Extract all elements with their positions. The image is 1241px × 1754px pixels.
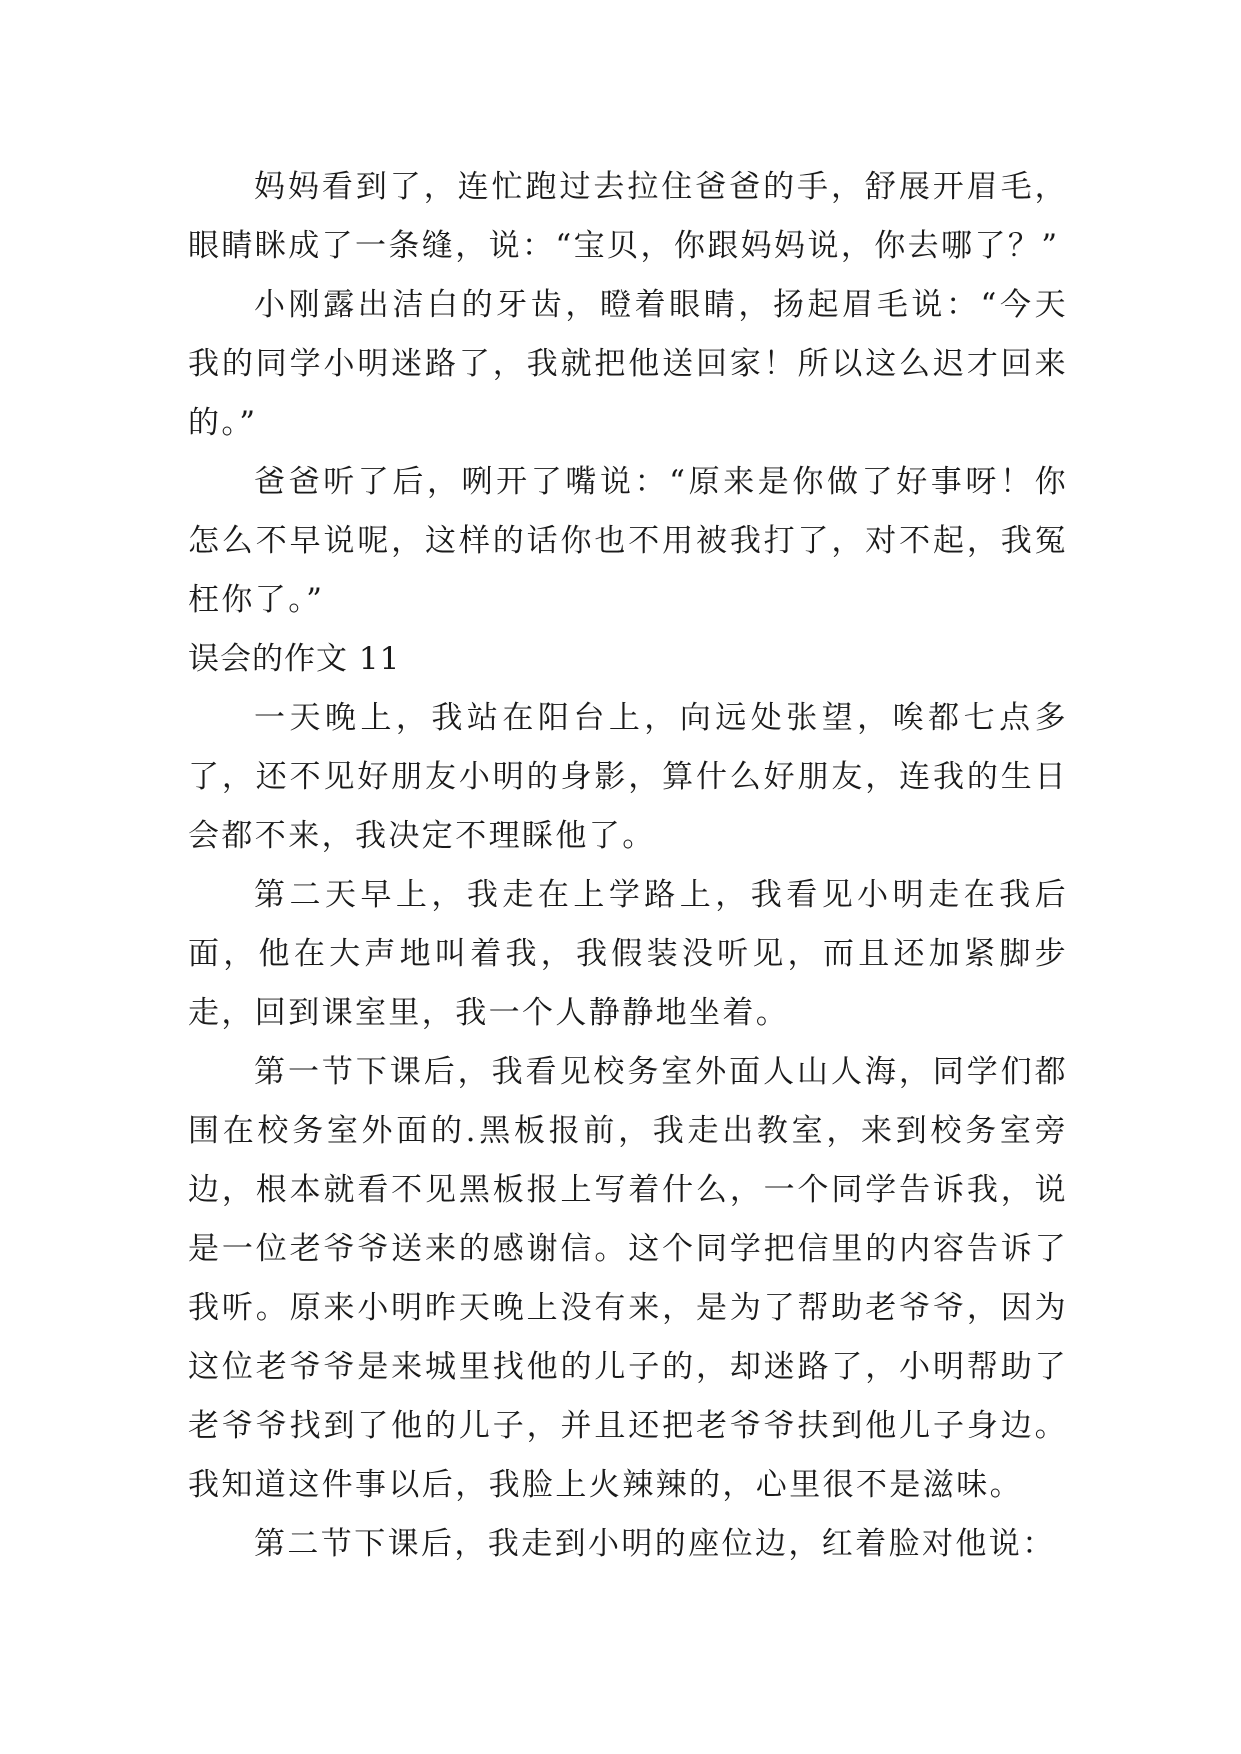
paragraph: 第二天早上，我走在上学路上，我看见小明走在我后面，他在大声地叫着我，我假装没听见，而且还加紧脚步走，回到课室里，我一个人静静地坐着。 xyxy=(188,877,1068,1031)
paragraph: 小刚露出洁白的牙齿，瞪着眼睛，扬起眉毛说：“今天我的同学小明迷路了，我就把他送回家！所以这么迟才回来的。” xyxy=(188,287,1068,441)
paragraph: 第一节下课后，我看见校务室外面人山人海，同学们都围在校务室外面的.黑板报前，我走出教室，来到校务室旁边，根本就看不见黑板报上写着什么，一个同学告诉我，说是一位老爷爷送来的感谢信。这个同学把信里的内容告诉了我听。原来小明昨天晚上没有来，是为了帮助老爷爷，因为这位老爷爷是来城里找他的儿子的，却迷路了，小明帮助了老爷爷找到了他的儿子，并且还把老爷爷扶到他儿子身边。我知道这件事以后，我脸上火辣辣的，心里很不是滋味。 xyxy=(188,1054,1068,1503)
paragraph: 一天晚上，我站在阳台上，向远处张望，唉都七点多了，还不见好朋友小明的身影，算什么好朋友，连我的生日会都不来，我决定不理睬他了。 xyxy=(188,700,1068,854)
section-heading: 误会的作文 11 xyxy=(188,641,401,677)
paragraph: 第二节下课后，我走到小明的座位边，红着脸对他说： xyxy=(254,1526,1056,1562)
paragraph: 妈妈看到了，连忙跑过去拉住爸爸的手，舒展开眉毛，眼睛眯成了一条缝，说：“宝贝，你跟妈妈说，你去哪了？” xyxy=(188,169,1068,264)
document-page xyxy=(188,158,1068,1574)
paragraph: 爸爸听了后，咧开了嘴说：“原来是你做了好事呀！你怎么不早说呢，这样的话你也不用被我打了，对不起，我冤枉你了。” xyxy=(188,464,1068,618)
